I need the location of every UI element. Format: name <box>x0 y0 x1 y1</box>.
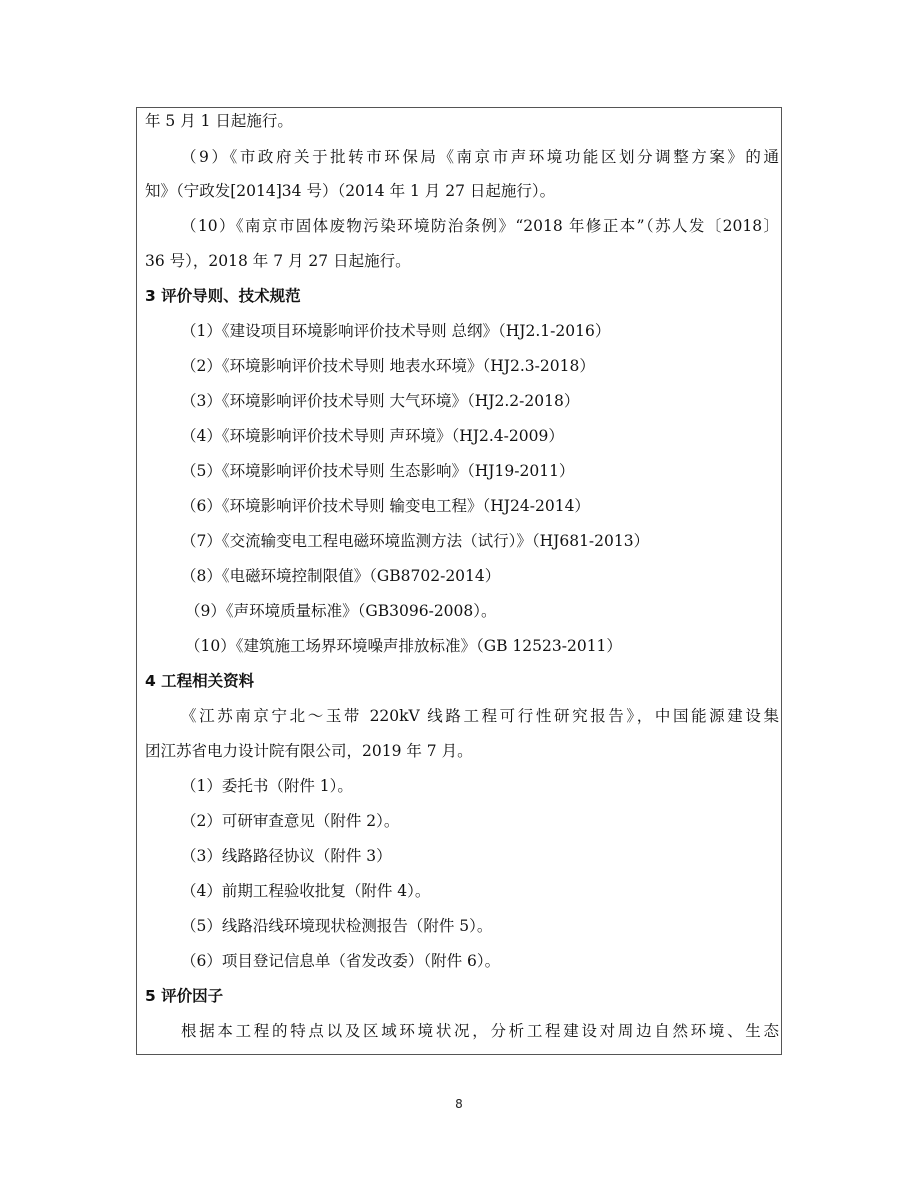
list-item: （10）《建筑施工场界环境噪声排放标准》（GB 12523-2011） <box>185 637 622 655</box>
list-item: （7）《交流输变电工程电磁环境监测方法（试行）》（HJ681-2013） <box>181 532 650 550</box>
list-item: （1）《建设项目环境影响评价技术导则 总纲》（HJ2.1-2016） <box>181 322 611 340</box>
list-item: （5）《环境影响评价技术导则 生态影响》（HJ19-2011） <box>181 462 575 480</box>
list-item: （4）前期工程验收批复（附件 4）。 <box>181 882 431 900</box>
list-item: （5）线路沿线环境现状检测报告（附件 5）。 <box>181 917 493 935</box>
text-line: （10）《南京市固体废物污染环境防治条例》“2018 年修正本”（苏人发〔2018〕 <box>181 217 779 235</box>
text-line: 年 5 月 1 日起施行。 <box>145 112 293 130</box>
section-heading: 5 评价因子 <box>145 987 224 1005</box>
list-item: （2）《环境影响评价技术导则 地表水环境》（HJ2.3-2018） <box>181 357 595 375</box>
list-item: （2）可研审查意见（附件 2）。 <box>181 812 400 830</box>
page-number: 8 <box>455 1097 463 1111</box>
list-item: （1）委托书（附件 1）。 <box>181 777 353 795</box>
list-item: （3）线路路径协议（附件 3） <box>181 847 392 865</box>
list-item: （6）项目登记信息单（省发改委）（附件 6）。 <box>181 952 501 970</box>
section-heading: 4 工程相关资料 <box>145 672 255 690</box>
text-line: 《江苏南京宁北～玉带 220kV 线路工程可行性研究报告》，中国能源建设集 <box>181 707 779 725</box>
list-item: （8）《电磁环境控制限值》（GB8702-2014） <box>181 567 501 585</box>
list-item: （9）《声环境质量标准》（GB3096-2008）。 <box>185 602 497 620</box>
section-heading: 3 评价导则、技术规范 <box>145 287 301 305</box>
list-item: （4）《环境影响评价技术导则 声环境》（HJ2.4-2009） <box>181 427 564 445</box>
list-item: （6）《环境影响评价技术导则 输变电工程》（HJ24-2014） <box>181 497 590 515</box>
text-line: 36 号），2018 年 7 月 27 日起施行。 <box>145 252 411 270</box>
text-line: 根据本工程的特点以及区域环境状况，分析工程建设对周边自然环境、生态 <box>181 1022 779 1040</box>
list-item: （3）《环境影响评价技术导则 大气环境》（HJ2.2-2018） <box>181 392 580 410</box>
text-line: 知》（宁政发[2014]34 号）（2014 年 1 月 27 日起施行）。 <box>145 182 556 200</box>
text-line: 团江苏省电力设计院有限公司，2019 年 7 月。 <box>145 742 473 760</box>
text-line: （9）《市政府关于批转市环保局《南京市声环境功能区划分调整方案》的通 <box>181 148 779 166</box>
